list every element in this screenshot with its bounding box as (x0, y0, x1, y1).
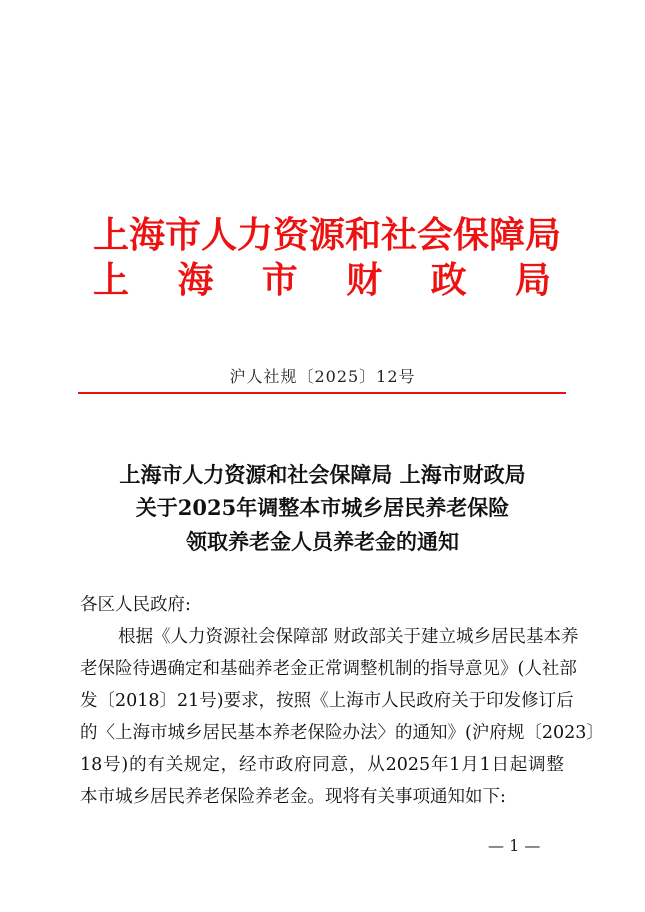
issuer-line-2 (93, 260, 551, 300)
issuer-line-2-char: 市 (261, 259, 298, 301)
body-line: 18号)的有关规定，经市政府同意，从2025年1月1日起调整 (80, 755, 564, 775)
issuer-line-2-char: 政 (430, 259, 467, 301)
title-line-2: 关于2025年调整本市城乡居民养老保险 (135, 495, 510, 520)
title-line-1: 上海市人力资源和社会保障局 上海市财政局 (119, 462, 526, 487)
issuer-line-2-char: 海 (177, 259, 214, 301)
issuer-line-2-char: 财 (346, 259, 383, 301)
page-number: — 1 — (488, 836, 541, 855)
body-line: 发〔2018〕21号)要求，按照《上海市人民政府关于印发修订后 (80, 691, 574, 711)
document-number: 沪人社规〔2025〕12号 (229, 367, 416, 386)
issuer-line-2-char: 局 (514, 259, 551, 301)
salutation: 各区人民政府: (80, 595, 191, 615)
title-line-3: 领取养老金人员养老金的通知 (186, 529, 459, 554)
issuer-line-2-char: 上 (93, 259, 130, 301)
body-line: 老保险待遇确定和基础养老金正常调整机制的指导意见》(人社部 (80, 659, 577, 679)
issuer-line-1: 上海市人力资源和社会保障局 (93, 214, 562, 256)
body-line: 根据《人力资源社会保障部 财政部关于建立城乡居民基本养 (118, 627, 579, 647)
red-divider (78, 392, 566, 394)
body-line: 本市城乡居民养老保险养老金。现将有关事项通知如下: (80, 787, 506, 807)
body-line: 的〈上海市城乡居民基本养老保险办法〉的通知》(沪府规〔2023〕 (80, 723, 604, 743)
